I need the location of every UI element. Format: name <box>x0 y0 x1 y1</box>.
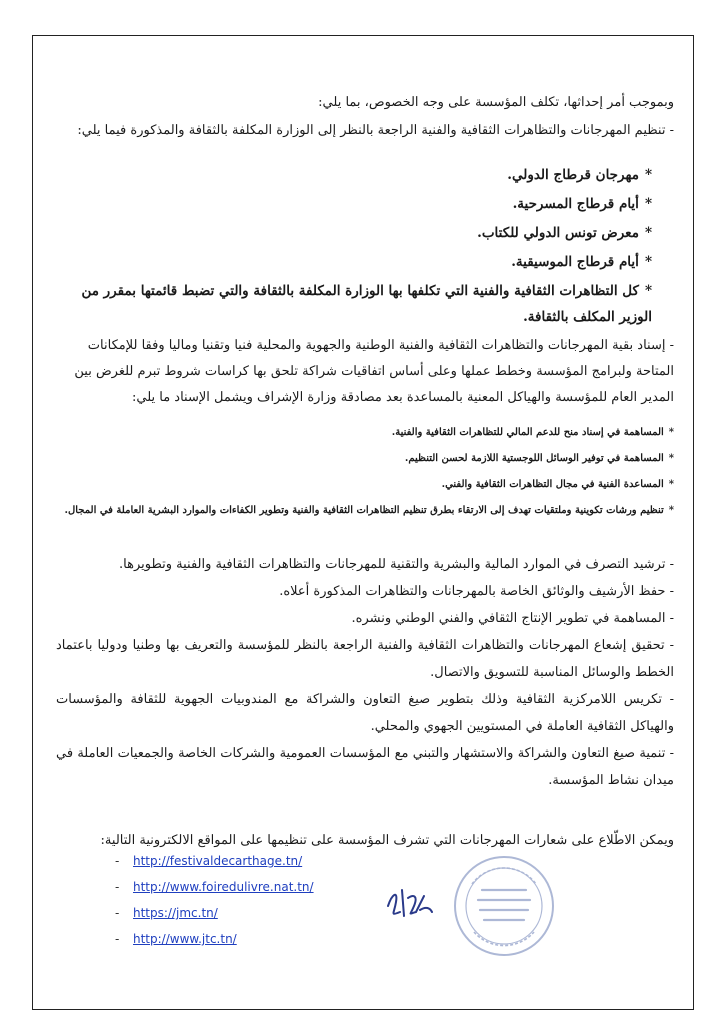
task-organize-festivals: - تنظيم المهرجانات والتظاهرات الثقافية والفنية الراجعة بالنظر إلى الوزارة المكلفة بالثقافة والمذكورة فيما يلي: <box>77 123 674 138</box>
websites-intro: ويمكن الاطّلاع على شعارات المهرجانات التي تشرف المؤسسة على تنظيمها على المواقع الالكترونية التالية: <box>100 833 674 848</box>
festival-item: *معرض تونس الدولي للكتاب. <box>477 225 652 241</box>
asterisk-icon: * <box>668 427 674 438</box>
link-item <box>115 900 314 926</box>
festival-item: *أيام قرطاج الموسيقية. <box>511 254 652 270</box>
asterisk-icon: * <box>644 196 652 212</box>
asterisk-icon: * <box>644 254 652 270</box>
support-item: *المساهمة في إسناد منح للدعم المالي للتظاهرات الثقافية والفنية. <box>391 427 674 438</box>
festival-item: *مهرجان قرطاج الدولي. <box>507 167 652 183</box>
official-stamp <box>452 854 556 958</box>
website-links <box>115 848 314 952</box>
task-item: - المساهمة في تطوير الإنتاج الثقافي والفني الوطني ونشره. <box>351 611 674 626</box>
support-item: *المساعدة الفنية في مجال التظاهرات الثقافية والفني. <box>441 479 674 490</box>
intro-text: وبموجب أمر إحداثها، تكلف المؤسسة على وجه الخصوص، بما يلي: <box>318 95 674 110</box>
signature <box>380 876 440 926</box>
link-item <box>115 848 314 874</box>
dash-icon: - <box>115 854 120 868</box>
task-item: - ترشيد التصرف في الموارد المالية والبشرية والتقنية للمهرجانات والتظاهرات الثقافية والفنية وتطويرها. <box>119 557 674 572</box>
asterisk-icon: * <box>668 453 674 464</box>
book-fair-link[interactable]: http://www.foiredulivre.nat.tn/ <box>133 880 314 894</box>
festival-item: *أيام قرطاج المسرحية. <box>512 196 652 212</box>
task-item: - حفظ الأرشيف والوثائق الخاصة بالمهرجانات والتظاهرات المذكورة أعلاه. <box>279 584 674 599</box>
festival-list <box>56 162 674 330</box>
asterisk-icon: * <box>644 167 652 183</box>
task-support-events: - إسناد بقية المهرجانات والتظاهرات الثقافية والفنية الوطنية والجهوية والمحلية فنيا وتقنيا وماليا وفقا للإمكانات المتاحة ولبرامج المؤسسة وخطط عملها وعلى أساس اتفاقيات شراكة تلحق بها كراسات شروط تبرم للغرض بين المدير العام للمؤسسة والهياكل المعنية بالمساعدة بعد مصادقة وزارة الإشراف ويشمل الإسناد ما يلي: <box>74 338 674 405</box>
dash-icon: - <box>115 932 120 946</box>
task-item: - تحقيق إشعاع المهرجانات والتظاهرات الثقافية والفنية الراجعة بالنظر للمؤسسة والتعريف بها وطنيا ودوليا باعتماد الخطط والوسائل المناسبة للتسويق والاتصال. <box>56 638 674 680</box>
asterisk-icon: * <box>644 283 652 299</box>
dash-icon: - <box>115 906 120 920</box>
link-item <box>115 926 314 952</box>
festival-carthage-link[interactable]: http://festivaldecarthage.tn/ <box>133 854 303 868</box>
asterisk-icon: * <box>668 505 674 516</box>
support-list <box>56 425 674 519</box>
jmc-link[interactable]: https://jmc.tn/ <box>133 906 218 920</box>
document-body <box>56 90 674 854</box>
support-item: *المساهمة في توفير الوسائل اللوجستية اللازمة لحسن التنظيم. <box>404 453 674 464</box>
task-item: - تكريس اللامركزية الثقافية وذلك بتطوير صيغ التعاون والشراكة مع المندوبيات الجهوية للثقافة والمؤسسات والهياكل الثقافية العاملة في المستويين الجهوي والمحلي. <box>56 692 674 734</box>
link-item <box>115 874 314 900</box>
asterisk-icon: * <box>668 479 674 490</box>
jtc-link[interactable]: http://www.jtc.tn/ <box>133 932 237 946</box>
festival-item: *كل التظاهرات الثقافية والفنية التي تكلفها بها الوزارة المكلفة بالثقافة والتي تضبط قائمتها بمقرر من الوزير المكلف بالثقافة. <box>81 283 652 325</box>
asterisk-icon: * <box>644 225 652 241</box>
support-item: *تنظيم ورشات تكوينية وملتقيات تهدف إلى الارتقاء بطرق تنظيم التظاهرات الثقافية والفنية وتطوير الكفاءات والموارد البشرية العاملة في المجال. <box>64 505 674 516</box>
dash-icon: - <box>115 880 120 894</box>
task-item: - تنمية صيغ التعاون والشراكة والاستشهار والتبني مع المؤسسات العمومية والشركات الخاصة والجمعيات العاملة في ميدان نشاط المؤسسة. <box>56 746 674 788</box>
